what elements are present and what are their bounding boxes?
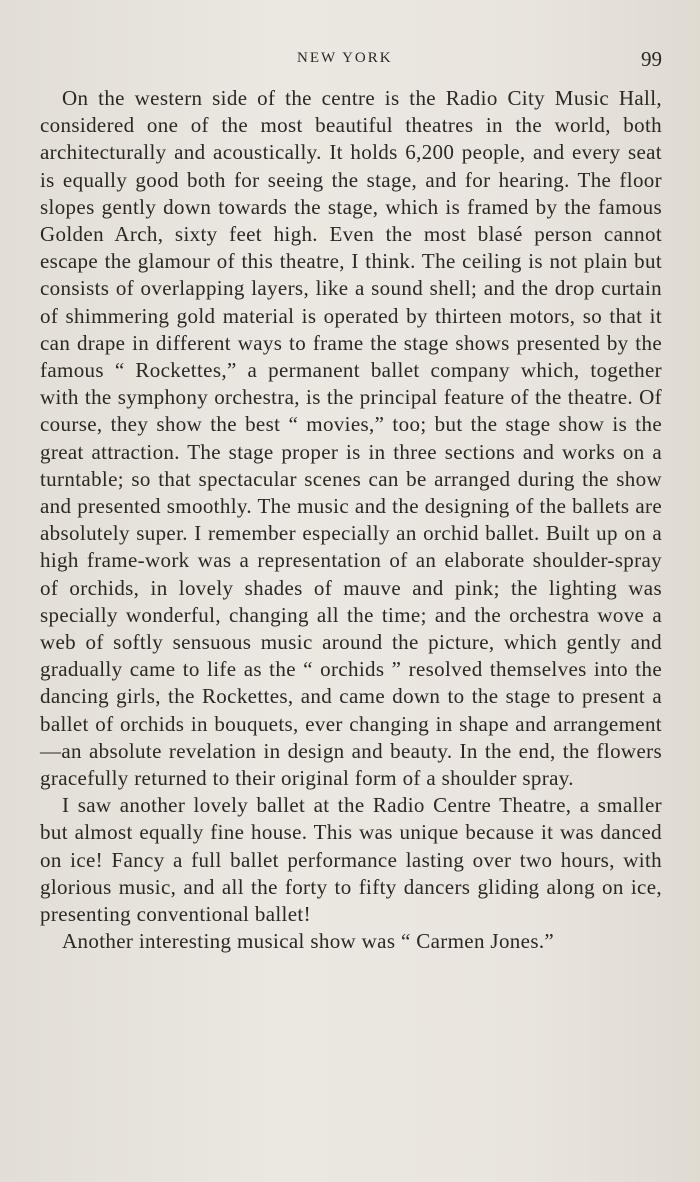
paragraph-radio-city-music-hall: On the western side of the centre is the Radio City Music Hall, considered one of the most beautiful theatres in the world, both architecturally and acoustically. It holds 6,200 people, and every seat is equally good both for seeing the stage, and for hearing. The floor slopes gently down towards the stage, which is framed by the famous Golden Arch, sixty feet high. Even the most blasé person cannot escape the glamour of this theatre, I think. The ceiling is not plain but consists of overlapping layers, like a sound shell; and the drop curtain of shimmering gold material is operated by thirteen motors, so that it can drape in different ways to frame the stage shows presented by the famous “ Rockettes,” a permanent ballet company which, together with the symphony orchestra, is the principal feature of the theatre. Of course, they show the best “ movies,” too; but the stage show is the great attraction. The stage proper is in three sections and works on a turntable; so that spectacular scenes can be arranged during the show and presented smoothly. The music and the designing of the ballets are absolutely super. I remember especially an orchid ballet. Built up on a high frame-work was a representation of an elaborate shoulder-spray of orchids, in lovely shades of mauve and pink; the lighting was specially wonderful, changing all the time; and the orchestra wove a web of softly sensuous music around the picture, which gently and gradually came to life as the “ orchids ” resolved themselves into the dancing girls, the Rockettes, and came down to the stage to present a ballet of orchids in bouquets, ever changing in shape and arrangement —an absolute revelation in design and beauty. In the end, the flowers gracefully returned to their original form of a shoulder spray. — [40, 86, 662, 791]
running-head: NEW YORK — [297, 50, 393, 66]
body-text — [40, 85, 662, 956]
paragraph-carmen-jones: Another interesting musical show was “ Carmen Jones.” — [62, 929, 555, 954]
page-header — [0, 47, 700, 74]
page-number: 99 — [641, 47, 662, 71]
paragraph-ice-ballet: I saw another lovely ballet at the Radio Centre Theatre, a smaller but almost equally fine house. This was unique because it was danced on ice! Fancy a full ballet performance lasting over two hours, with glorious music, and all the forty to fifty dancers gliding along on ice, presenting conventional ballet! — [40, 793, 662, 927]
